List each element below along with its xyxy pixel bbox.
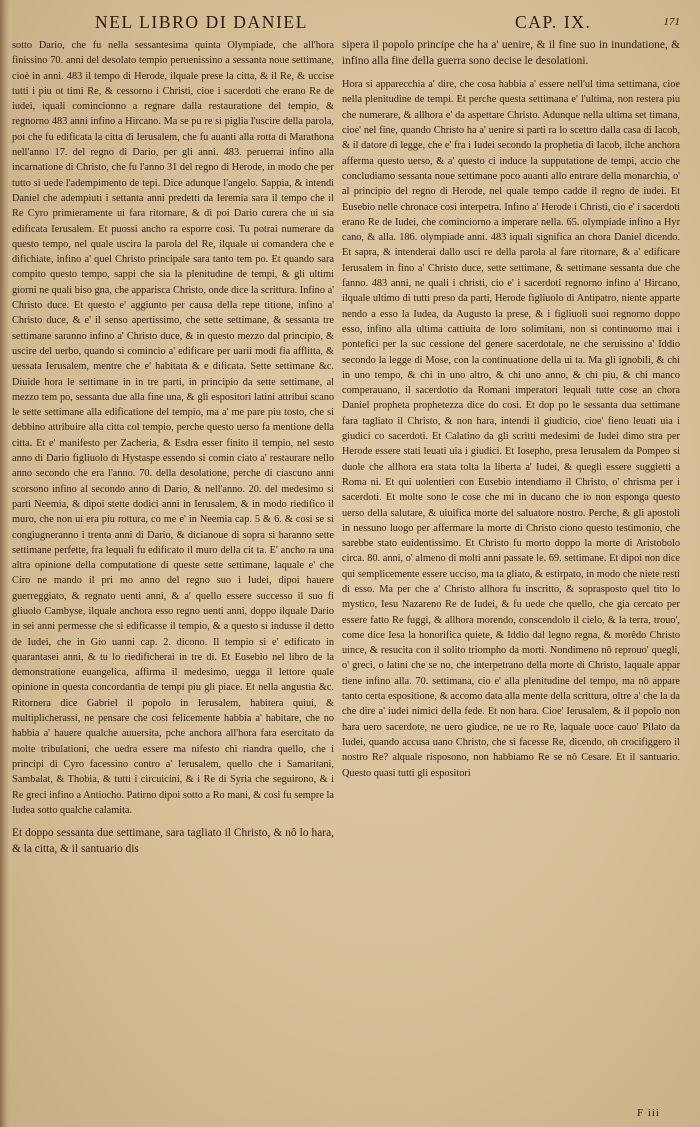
scripture-lemma: Et doppo sessanta due settimane, sara tagliato il Christo, & nô lo hara, & la citta, & il santuario dis [12, 827, 334, 855]
running-title: NEL LIBRO DI DANIEL [95, 12, 308, 32]
commentary-paragraph: Hora si apparecchia a' dire, che cosa habbia a' essere nell'ul tima settimana, cioe nella plenitudine de tempi. Et perche questa settimana e' l'ultima, non restera piu che numerare, & allhora e' da aspettare Christo. Adunque nella ultima set timana, cioe' nel fine, quando Christo ha a' uenire si parti ra lo scettro dalla casa di Iacob, & il datore di legge, che e' fra i Iudei secondo la prophetia di Iacob, ilche anchora afferma questo uerso, & a' questo ci induce la supputatione de tempi, accio che concludiamo sessanta noue settimane poco auanti allo entrare della monarchia, o' al principio del regno di Herode, nel quale tempo cadde il regno de iudei. Et Eusebio nelle chronace cosi interpetra. Infino a' Herode i Christi, cio e' i sacerdoti erano Re de Iudei, che cominciorno a imperare nella. 65. olympiade infino a Hyr cano, & alla. 186. olympiade anni. 483 iquali significa an chora Daniel dicendo. Et sapra, & intenderai dallo usci re della parola al fare ritornare, & a' edificare Ierusalem in fino a' Christo duce, sette settimane, & settimane sessanta due che fanno. 483 anni, ne quali i christi, cio e' i sacerdoti regnorno infino a' Hircano, ilquale ultimo di tutti preso da parti, Herode figliuolo di Antipatro, niente apparte nendo a esso la Iudea, da Augusto la prese, & i figliuoli suoi regnorno doppo esso, infino alla ultima cattiuita de loro solimitani, non si continuorno mai i pontefici per la suc cessione del genere sacerdotale, ne che seruissino a' Iddio secondo la legge di Mose, con la continuatione della ui ta. Ma gli ignobili, & chi in uno tempo, & chi in uno altro, & chi uno anno, & chi piu, & chi manco comperauano, il sacerdotio da Romani imperatori lequali tutte cose an chora Daniel propheta prophetezza dice do cosi. Et dop po le sessanta dua settimane fara tagliato il Christo, & non hara, intendi il giudicio, cioe' fieno leuati uia i giudici co sacerdoti. Et Calatino da gli scritti medesimi de Iudei dimo stra per Herode essere stati leuati uia i giudici. Et Iosepho, presa Ierusalem da Pompeo si duole che allhora era stata tolta la liberta a' Iudei, & quegli essere suggietti a Roma ni. Et qui uolentieri con Eusebio intendiamo il Christo, o' chrisma per i sacerdoti. Et molte sono le cose che mi in ducano che io non esponga questo uerso della salutare, & uiuifica morte del saluatore nostro. Perche, & gli apostoli in nessuno luogo per affermare la morte di Christo ciono questo testimonio, che sarebbe stato euidentissimo. Et Christo fu morto doppo la morte di Aristobolo circa. 80. anni, o' almeno di molti anni passate le. 69. settimane. Et dipoi non dice qui semplicemente essere ucciso, ma ta gliato, & estirpato, in modo che niete resti di esso. Ma per che a' Christo allhora fu inscritto, & soprasposto quel tito lo mystico, Iesu Nazareno Re de Iudei, & fu uede che quello, che gia cercato per essere fatto Re fuggi, & allhora morendo, conscendolo il cielo, & la terra, trouo', come dice Iesa la honorifica quiete, & Iddio dal legno regna, & morêdo Christo uince, & resucita con il solito triompho da morti. Nondimeno nô reprouo' quegli, o' greci, o latini che se no, che interpetrano della morte di Christo, laquale appar tiene infino alla. 70. settimana, cio e' alla plenitudine del tempo, ma nô appare tanto certa espositione, & accomo data alla mente della scrittura, oltre a' che la da che dire a' iudei nimici della fede. Et non hara. Cioe' Ierusalem, & il popolo non hara uero sacerdote, ne uero giudice, ne ue ro Re, laquale uoce cauo' Pilato da Iudei, quando accusa uano Christo, che si facesse Re, dicendo, oh crocifiggero il nostro Re? alquale risposono, non habbiamo Re se nô Cesare. Et il santuario. Questo quasi tutti gli espositori [342, 79, 680, 779]
running-header [95, 4, 680, 36]
left-column [12, 38, 334, 865]
printer-signature-mark: F iii [636, 1107, 660, 1119]
folio-number: 171 [663, 16, 680, 28]
commentary-paragraph: sotto Dario, che fu nella sessantesima quinta Olympiade, che all'hora finissino 70. anni del desolato tempio peruenissino a sessanta noue settimane, cioè in anni. 483 il tempo di Herode, ilquale prese la citta, & il Re, & uccise tutti i piu ot timi Re, & cessorno i Christi, cioe i sacerdoti che erano Re de iudei, iquali comincionno a regnare dalla restauratione del tempio, & regnorno 483 anni infino a Hircano. Ma se pu re si piglia l'uscire della parola, poi che fu edificata la citta di Ierusalem, che fu auanti alla rotta di Marathona nell'anno 17. del regno di Dario, per gli anni. 483. peruerrai infino alla incarnatione di Christo, che fu l'anno 31 del regno di Herode, in modo che per tutto si uede l'adempimento de tepi. Dice adunque l'angelo. Sappia, & intendi Daniel che adempiuti i settanta anni predetti da Ieremia sara il tempo che il Re Cyro primieramente ui fara ritornare, & di poi Dario curera che ui sia edificata Ierusalem. Et puossi ancho ra esporre cosi. Tu potrai numerare da questo tempo, nel quale uscira la parola del Re, ilquale ui comandera che e difichiate, infino a' quel Christo principale sara tanto tem po. Et quando sara compito questo tempo, sappi che sia la plenitudine de tempi, & gli ultimi giorni ne quali biso gna, che apparisca Christo, onde dice la scrittura. Infino a' Christo duce. Et questo e' aggiunto per causa della repe titione, infino a' Christo duce, & e' il senso apertissimo, che sette settimane, & sessanta tre settimane saranno infino a' Christo duce, & in questo mezzo dal principio, & uscire del uerbo, quando si comincio a' edificare per uarii modi fia afflitta, & uessata Ierusalem, mentre che e' habitata & e dificata. Sette settimane &c. Diuide hora le settimane in in tre parti, in principio da sette settimane, al mezzo tem po, sessanta due alla fine una, & gli espositori latini attribui scano le sette settimane alla edificatione del tempio, ma a' me pare piu tosto, che si debbino attribuire alla citta col tempio, perche questo uerso fa mentione della citta. Et e' manifesto per Zacheria, & Esdra esser finito il tempio, nel sesto anno di Dario figliuolo di Hystaspe essendo si comin ciato a' restaurare nello anno secondo che era l'anno. 70. della desolatione, perche di ciascuno anni scorsono infino al secondo anno di Dario, & nell'anno. 20. del medesimo si parti Neemia, & dipoi stette dodici anni in Ierusalem, & in modo riedifico il muro, che non ui era piu rottura, co me e' in Neemia cap. 5 & 6. & cosi se si congiugneranno i trenta anni di Dario, & dicianoue di sopra si haranno sette settimane perfette, fra lequali fu edificato il muro della cit ta. E' ancho ra una altra opinione della computatione di queste sette settimane, laquale e' che Ciro ne mando il pri mo anno del regno suo i Iudei, dipoi hauere guerreggiato, & regnato uenti anni, & a' quello essere successo il suo fi gliuolo Cambyse, ilquale anchora esso regno uenti anni, doppo ilquale Dario in sei anni permesse che si edificasse il tempio, & a questo si indusse il detto de Iudei, che in Gio uanni cap. 2. dicono. Il tempio si e' edificato in quarantasei anni, & tu lo riedificherai in tre di. Et Eusebio nel libro de la demonstratione euangelica, affirma il medesimo, uegga il lettore quale opinione in questa concordantia de tempi piu gli piace. Et nella angustia &c. Ritornera dice Gabriel il popolo in Ierusalem, habitera quiui, & multiplicherassi, ne pensare che cosi felicemente habbia a' habitare, che no habbia a' hauere qualche auuersita, pche anchora all'hora fara esercitato da molte tribulationi, che uedra essere ma nifesto chi riandra quello, che i principi di Cyro facessino contro a' Ierusalem, quello che i Samaritani, Sambalat, & Thobia, & tutti i circuicini, & i Re di Syria che seguirono, & i Re greci infino a Antiocho. Patirno dipoi sotto a Ro mani, & cosi fu sempre la Iudea sotto qualche calamita. [12, 40, 334, 816]
page-gutter-edge [0, 0, 9, 1127]
scripture-lemma-continued: sipera il popolo principe che ha a' uenire, & il fine suo in inundatione, & infino alla fine della guerra sono decise le desolationi. [342, 39, 680, 67]
chapter-label: CAP. IX. [515, 12, 592, 32]
right-column [342, 38, 680, 786]
